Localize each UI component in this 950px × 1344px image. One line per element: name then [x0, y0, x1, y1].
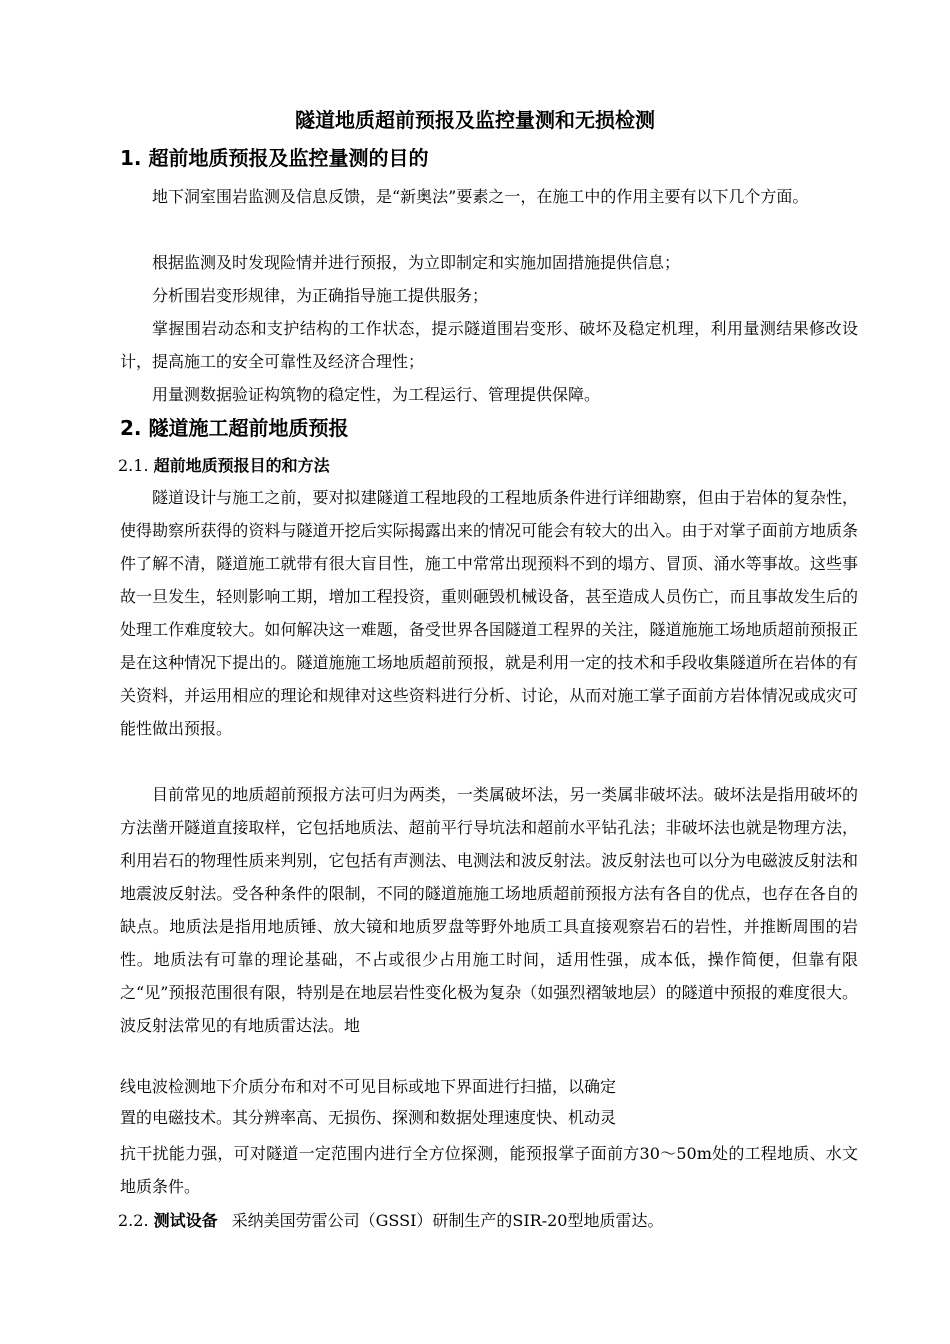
subsection-2-2-text: 采纳美国劳雷公司（GSSI）研制生产的SIR-20型地质雷达。: [231, 1211, 664, 1230]
subsection-2-1-paragraph-1: 隧道设计与施工之前，要对拟建隧道工程地段的工程地质条件进行详细勘察，但由于岩体的复杂性，使得勘察所获得的资料与隧道开挖后实际揭露出来的情况可能会有较大的出入。由于对掌子面前方地质条件了解不清，隧道施工就带有很大盲目性，施工中常常出现预料不到的塌方、冒顶、涌水等事故。这些事故一旦发生，轻则影响工期，增加工程投资，重则砸毁机械设备，甚至造成人员伤亡，而且事故发生后的处理工作难度较大。如何解决这一难题，备受世界各国隧道工程界的关注，隧道施施工场地质超前预报正是在这种情况下提出的。隧道施施工场地质超前预报，就是利用一定的技术和手段收集隧道所在岩体的有关资料，并运用相应的理论和规律对这些资料进行分析、讨论，从而对施工掌子面前方岩体情况或成灾可能性做出预报。: [120, 488, 858, 738]
subsection-2-2-title: 测试设备: [153, 1211, 218, 1230]
subsection-2-1-heading: [118, 454, 330, 478]
subsection-2-1-paragraph-3: 抗干扰能力强，可对隧道一定范围内进行全方位探测，能预报掌子面前方30～50m处的工程地质、水文地质条件。: [120, 1144, 858, 1196]
section-1-item-4: 用量测数据验证构筑物的稳定性，为工程运行、管理提供保障。: [152, 385, 601, 404]
section-1-item-2: 分析围岩变形规律，为正确指导施工提供服务；: [152, 286, 489, 305]
section-2-heading: 2. 隧道施工超前地质预报: [120, 416, 349, 440]
document-title: 隧道地质超前预报及监控量测和无损检测: [295, 108, 655, 132]
section-1-heading: 1. 超前地质预报及监控量测的目的: [120, 146, 429, 170]
subsection-2-2: [118, 1209, 663, 1233]
subsection-2-1-number: 2.1.: [118, 456, 149, 475]
section-1-intro: 地下洞室围岩监测及信息反馈，是“新奥法”要素之一，在施工中的作用主要有以下几个方面。: [152, 187, 809, 206]
section-1-item-3: 掌握围岩动态和支护结构的工作状态，提示隧道围岩变形、破坏及稳定机理，利用量测结果修改设计，提高施工的安全可靠性及经济合理性；: [120, 319, 858, 371]
subsection-2-1-line-b: 置的电磁技术。其分辨率高、无损伤、探测和数据处理速度快、机动灵: [120, 1108, 617, 1127]
subsection-2-1-line-a: 线电波检测地下介质分布和对不可见目标或地下界面进行扫描，以确定: [120, 1077, 617, 1096]
section-1-item-1: 根据监测及时发现险情并进行预报，为立即制定和实施加固措施提供信息；: [152, 253, 681, 272]
subsection-2-2-number: 2.2.: [118, 1211, 149, 1230]
subsection-2-1-title: 超前地质预报目的和方法: [153, 456, 330, 475]
subsection-2-1-paragraph-2: 目前常见的地质超前预报方法可归为两类，一类属破坏法，另一类属非破坏法。破坏法是指用破坏的方法凿开隧道直接取样，它包括地质法、超前平行导坑法和超前水平钻孔法；非破坏法也就是物理方法，利用岩石的物理性质来判别，它包括有声测法、电测法和波反射法。波反射法也可以分为电磁波反射法和地震波反射法。受各种条件的限制，不同的隧道施施工场地质超前预报方法有各自的优点，也存在各自的缺点。地质法是指用地质锤、放大镜和地质罗盘等野外地质工具直接观察岩石的岩性，并推断周围的岩性。地质法有可靠的理论基础，不占或很少占用施工时间，适用性强，成本低，操作简便，但靠有限之“见”预报范围很有限，特别是在地层岩性变化极为复杂（如强烈褶皱地层）的隧道中预报的难度很大。波反射法常见的有地质雷达法。地: [120, 785, 858, 1035]
